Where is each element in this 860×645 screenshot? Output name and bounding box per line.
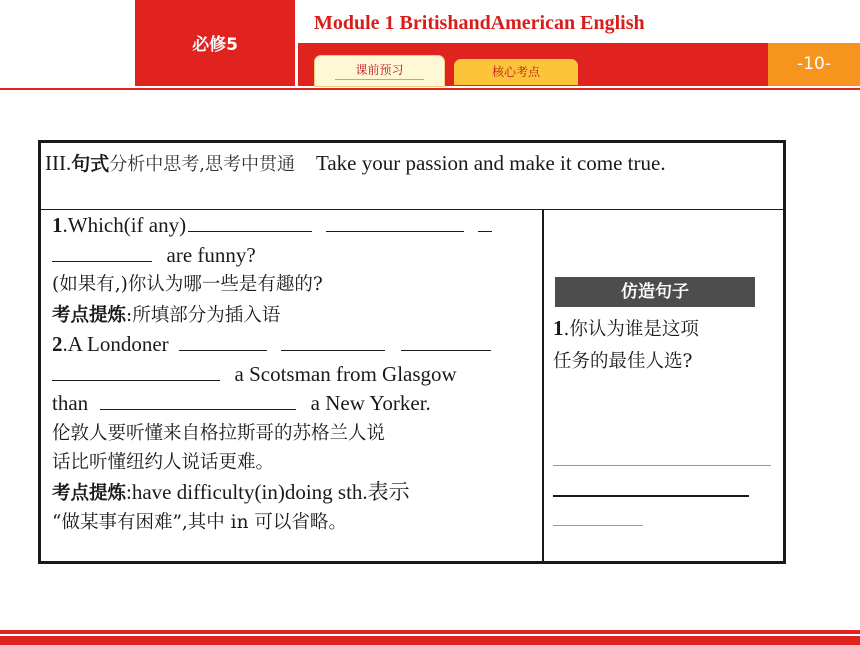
item1-tip-label: 考点提炼 [52, 304, 127, 326]
imitation-q-line2: 任务的最佳人选? [553, 351, 693, 372]
answer-line-2[interactable] [553, 495, 749, 497]
footer-rule-thick [0, 636, 860, 645]
item2-blank-3[interactable] [401, 330, 491, 351]
item1-text-b: are funny? [166, 242, 256, 267]
footer-rule-thin [0, 630, 860, 634]
imitation-question [553, 313, 763, 377]
item2-number: 2 [52, 332, 63, 356]
item1-blank-3[interactable] [478, 211, 492, 232]
tab-preview-label: 课前预习 [355, 63, 404, 77]
header-rule [0, 88, 860, 90]
answer-line-3[interactable] [553, 525, 643, 526]
answer-line-1[interactable] [553, 465, 771, 466]
imitation-badge: 仿造句子 [555, 277, 755, 307]
tab-preview[interactable] [314, 55, 445, 87]
item2-text-b: a Scotsman from Glasgow [234, 361, 457, 386]
header-left-margin [0, 0, 135, 86]
module-title: Module 1 BritishandAmerican English [314, 12, 645, 34]
item2-blank-1[interactable] [179, 330, 267, 351]
item1-number: 1 [52, 213, 63, 237]
table-header-row [41, 143, 783, 210]
item1-translation: (如果有,)你认为哪一些是有趣的? [52, 274, 323, 295]
item2-blank-5[interactable] [100, 389, 296, 410]
item1-blank-1[interactable] [188, 211, 312, 232]
tab-core-points-label: 核心考点 [491, 65, 540, 79]
tab-core-points[interactable] [454, 59, 578, 85]
item2-blank-2[interactable] [281, 330, 385, 351]
item2-text-a: .A Londoner [62, 332, 169, 356]
item1-blank-2[interactable] [326, 211, 464, 232]
heading-number: III. [45, 151, 72, 175]
heading-rest: 分析中思考,思考中贯通 [109, 154, 295, 175]
item1-tip [52, 300, 532, 331]
item2-tip-text-1: :have difficulty(in)doing sth.表示 [126, 479, 410, 504]
section-motto: Take your passion and make it come true. [315, 151, 666, 175]
tab-active-underline [335, 79, 424, 80]
item1-line1 [52, 211, 532, 241]
item2-text-c: than [52, 391, 89, 415]
item2-translation-2: 话比听懂纽约人说话更难。 [52, 452, 275, 473]
item1-text-a: .Which(if any) [62, 213, 187, 237]
item2-line1 [52, 330, 532, 360]
item2-text-d: a New Yorker. [310, 391, 431, 415]
column-divider [542, 209, 544, 561]
item1-line2 [52, 241, 532, 271]
item2-line2 [52, 360, 532, 390]
heading-strong: 句式 [71, 153, 110, 175]
item1-tip-text: :所填部分为插入语 [126, 304, 281, 326]
section-heading [45, 148, 765, 180]
item2-tip [52, 478, 532, 509]
page-number: -10- [768, 43, 860, 86]
exercise-table [38, 140, 786, 564]
item2-translation-1: 伦敦人要听懂来自格拉斯哥的苏格兰人说 [52, 422, 386, 444]
item2-line3 [52, 389, 532, 419]
item1-blank-4[interactable] [52, 241, 152, 262]
item2-tip-label: 考点提炼 [52, 482, 127, 504]
imitation-q-number: 1 [553, 316, 564, 340]
imitation-q-line1: .你认为谁是这项 [563, 319, 699, 340]
course-label: 必修5 [192, 35, 238, 55]
item2-tip-text-2: “做某事有困难”,其中 in 可以省略。 [52, 512, 347, 533]
item2-blank-4[interactable] [52, 360, 220, 381]
sentence-analysis-column [52, 211, 532, 538]
